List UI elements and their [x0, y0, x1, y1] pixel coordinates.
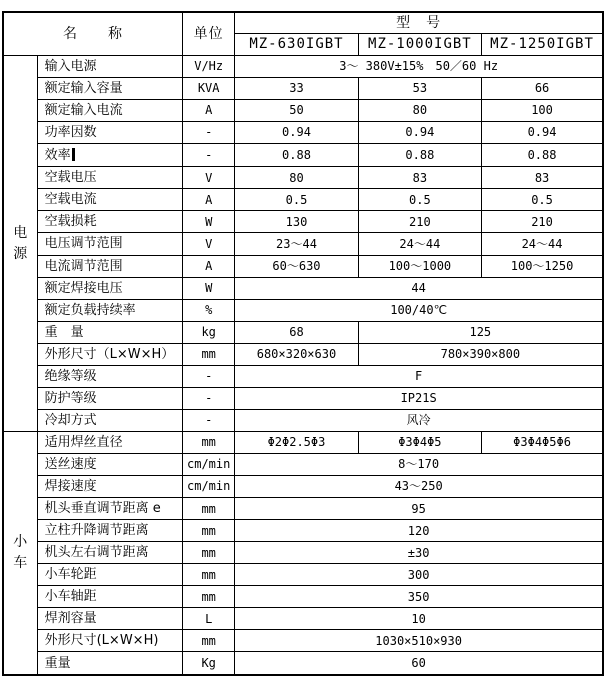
spec-unit: W [183, 277, 235, 299]
spec-value: 1030×510×930 [235, 630, 603, 652]
spec-value: 10 [235, 608, 603, 630]
spec-unit: - [183, 387, 235, 409]
spec-name-text: 机头垂直调节距离 e [44, 501, 161, 517]
spec-name-text: 输入电源 [44, 58, 97, 74]
table-row [3, 143, 603, 167]
text-cursor [72, 148, 75, 161]
spec-value: 33 [235, 77, 358, 99]
spec-name [37, 299, 182, 321]
group-label-char: 电 [13, 224, 28, 241]
table-row [3, 520, 603, 542]
spec-unit: L [183, 608, 235, 630]
spec-value: 43～250 [235, 475, 603, 497]
spec-value: 60 [235, 652, 603, 675]
spec-unit: A [183, 255, 235, 277]
spec-name-text: 重量 [44, 655, 71, 671]
spec-name-text: 电压调节范围 [44, 236, 123, 252]
spec-name [37, 409, 182, 431]
spec-value: 120 [235, 520, 603, 542]
spec-value: 50 [235, 99, 358, 121]
spec-value: 0.94 [358, 121, 481, 143]
spec-name [37, 608, 182, 630]
table-row [3, 409, 603, 431]
spec-value: 0.88 [358, 143, 481, 167]
spec-table [2, 11, 604, 676]
spec-unit: Kg [183, 652, 235, 675]
spec-value: 8～170 [235, 453, 603, 475]
group-label-power [3, 55, 37, 431]
table-row [3, 343, 603, 365]
spec-value: Φ3Φ4Φ5Φ6 [482, 431, 603, 453]
spec-name-text: 空载电压 [44, 170, 97, 186]
header-unit: 单位 [183, 12, 235, 55]
spec-name [37, 475, 182, 497]
spec-name [37, 255, 182, 277]
spec-value: 300 [235, 564, 603, 586]
spec-name-text: 焊剂容量 [44, 611, 97, 627]
spec-value: 80 [358, 99, 481, 121]
spec-name [37, 143, 182, 167]
spec-value: 0.5 [358, 189, 481, 211]
spec-name [37, 77, 182, 99]
table-row [3, 55, 603, 77]
spec-value: Φ2Φ2.5Φ3 [235, 431, 358, 453]
spec-unit: mm [183, 520, 235, 542]
spec-value: 44 [235, 277, 603, 299]
spec-name [37, 520, 182, 542]
spec-unit: V [183, 233, 235, 255]
spec-name-text: 额定输入容量 [44, 80, 123, 96]
spec-unit: V [183, 167, 235, 189]
spec-value: Φ3Φ4Φ5 [358, 431, 481, 453]
spec-name-text: 重 量 [44, 324, 84, 340]
table-row [3, 121, 603, 143]
model-name-2: MZ-1000IGBT [358, 33, 481, 55]
spec-value: 0.94 [235, 121, 358, 143]
table-row [3, 387, 603, 409]
spec-value: 0.94 [482, 121, 603, 143]
spec-name-text: 机头左右调节距离 [44, 545, 149, 561]
spec-value: 0.88 [235, 143, 358, 167]
spec-unit: mm [183, 586, 235, 608]
spec-value: 83 [482, 167, 603, 189]
spec-name [37, 652, 182, 675]
spec-unit: mm [183, 431, 235, 453]
spec-name-text: 额定焊接电压 [44, 280, 123, 296]
spec-unit: - [183, 121, 235, 143]
spec-value: 80 [235, 167, 358, 189]
spec-name-text: 小车轮距 [44, 567, 97, 583]
spec-value: 0.5 [482, 189, 603, 211]
spec-unit: A [183, 189, 235, 211]
spec-value: 350 [235, 586, 603, 608]
spec-value: 24～44 [358, 233, 481, 255]
spec-name-text: 立柱升降调节距离 [44, 523, 149, 539]
spec-unit: - [183, 143, 235, 167]
spec-unit: cm/min [183, 453, 235, 475]
spec-name [37, 630, 182, 652]
spec-unit: kg [183, 321, 235, 343]
spec-name-text: 效率 [44, 148, 71, 163]
spec-value: 100～1000 [358, 255, 481, 277]
spec-name-text: 空载损耗 [44, 214, 97, 230]
spec-name-text: 功率因数 [44, 124, 97, 140]
spec-value: 130 [235, 211, 358, 233]
spec-name [37, 99, 182, 121]
table-row [3, 277, 603, 299]
spec-unit: V/Hz [183, 55, 235, 77]
spec-name-text: 绝缘等级 [44, 368, 97, 384]
table-row [3, 586, 603, 608]
table-row [3, 189, 603, 211]
table-row [3, 453, 603, 475]
spec-value: 0.88 [482, 143, 603, 167]
spec-name [37, 453, 182, 475]
group-label-char: 小 [13, 534, 28, 551]
spec-name-text: 额定负载持续率 [44, 302, 136, 318]
group-label-char: 车 [13, 555, 28, 572]
spec-value: 24～44 [482, 233, 603, 255]
table-row [3, 233, 603, 255]
spec-value: 3～ 380V±15% 50／60 Hz [235, 55, 603, 77]
spec-value: 60～630 [235, 255, 358, 277]
spec-name-text: 外形尺寸（L×W×H） [44, 346, 175, 362]
table-row [3, 299, 603, 321]
spec-unit: - [183, 365, 235, 387]
table-row [3, 167, 603, 189]
spec-name [37, 498, 182, 520]
spec-value: 95 [235, 498, 603, 520]
spec-name-text: 焊接速度 [44, 478, 97, 494]
spec-name-text: 防护等级 [44, 390, 97, 406]
table-row [3, 431, 603, 453]
spec-unit: KVA [183, 77, 235, 99]
spec-unit: mm [183, 564, 235, 586]
spec-name-text: 额定输入电流 [44, 102, 123, 118]
spec-value: 23～44 [235, 233, 358, 255]
spec-value: 210 [482, 211, 603, 233]
header-row-1 [3, 12, 603, 33]
table-row [3, 211, 603, 233]
spec-name-text: 小车轴距 [44, 589, 97, 605]
table-row [3, 255, 603, 277]
spec-name [37, 233, 182, 255]
spec-name [37, 365, 182, 387]
spec-unit: mm [183, 630, 235, 652]
spec-name-text: 空载电流 [44, 192, 97, 208]
spec-name-text: 适用焊丝直径 [44, 434, 123, 450]
spec-unit: % [183, 299, 235, 321]
spec-unit: cm/min [183, 475, 235, 497]
spec-name-text: 送丝速度 [44, 456, 97, 472]
spec-name [37, 343, 182, 365]
spec-name [37, 387, 182, 409]
spec-unit: - [183, 409, 235, 431]
spec-value: 83 [358, 167, 481, 189]
spec-unit: mm [183, 343, 235, 365]
spec-value: 125 [358, 321, 603, 343]
table-row [3, 365, 603, 387]
spec-name-text: 外形尺寸(L×W×H) [44, 633, 159, 649]
spec-name [37, 586, 182, 608]
model-name-1: MZ-630IGBT [235, 33, 358, 55]
spec-name-text: 电流调节范围 [44, 258, 123, 274]
spec-value: 0.5 [235, 189, 358, 211]
spec-name [37, 431, 182, 453]
spec-value: F [235, 365, 603, 387]
table-row [3, 608, 603, 630]
spec-value: 53 [358, 77, 481, 99]
table-row [3, 99, 603, 121]
table-row [3, 652, 603, 675]
spec-name [37, 121, 182, 143]
table-row [3, 321, 603, 343]
model-name-3: MZ-1250IGBT [482, 33, 603, 55]
spec-name-text: 冷却方式 [44, 412, 97, 428]
spec-table-header [3, 12, 603, 55]
header-name: 名 称 [3, 12, 183, 55]
spec-value: 100/40℃ [235, 299, 603, 321]
spec-name [37, 167, 182, 189]
spec-name [37, 564, 182, 586]
spec-value: ±30 [235, 542, 603, 564]
spec-value: IP21S [235, 387, 603, 409]
spec-name [37, 211, 182, 233]
table-row [3, 564, 603, 586]
spec-value: 100～1250 [482, 255, 603, 277]
table-row [3, 77, 603, 99]
spec-value: 68 [235, 321, 358, 343]
table-row [3, 475, 603, 497]
spec-name [37, 321, 182, 343]
group-label-char: 源 [13, 245, 28, 262]
table-row [3, 542, 603, 564]
spec-value: 100 [482, 99, 603, 121]
table-row [3, 498, 603, 520]
spec-name [37, 189, 182, 211]
spec-value: 680×320×630 [235, 343, 358, 365]
spec-name [37, 542, 182, 564]
spec-unit: mm [183, 542, 235, 564]
spec-unit: W [183, 211, 235, 233]
spec-value: 210 [358, 211, 481, 233]
spec-name [37, 277, 182, 299]
spec-unit: mm [183, 498, 235, 520]
spec-value: 780×390×800 [358, 343, 603, 365]
group-label-trolley [3, 431, 37, 675]
spec-table-body [3, 55, 603, 675]
table-row [3, 630, 603, 652]
spec-name [37, 55, 182, 77]
spec-value: 风冷 [235, 409, 603, 431]
header-model: 型 号 [235, 12, 603, 33]
spec-unit: A [183, 99, 235, 121]
spec-value: 66 [482, 77, 603, 99]
